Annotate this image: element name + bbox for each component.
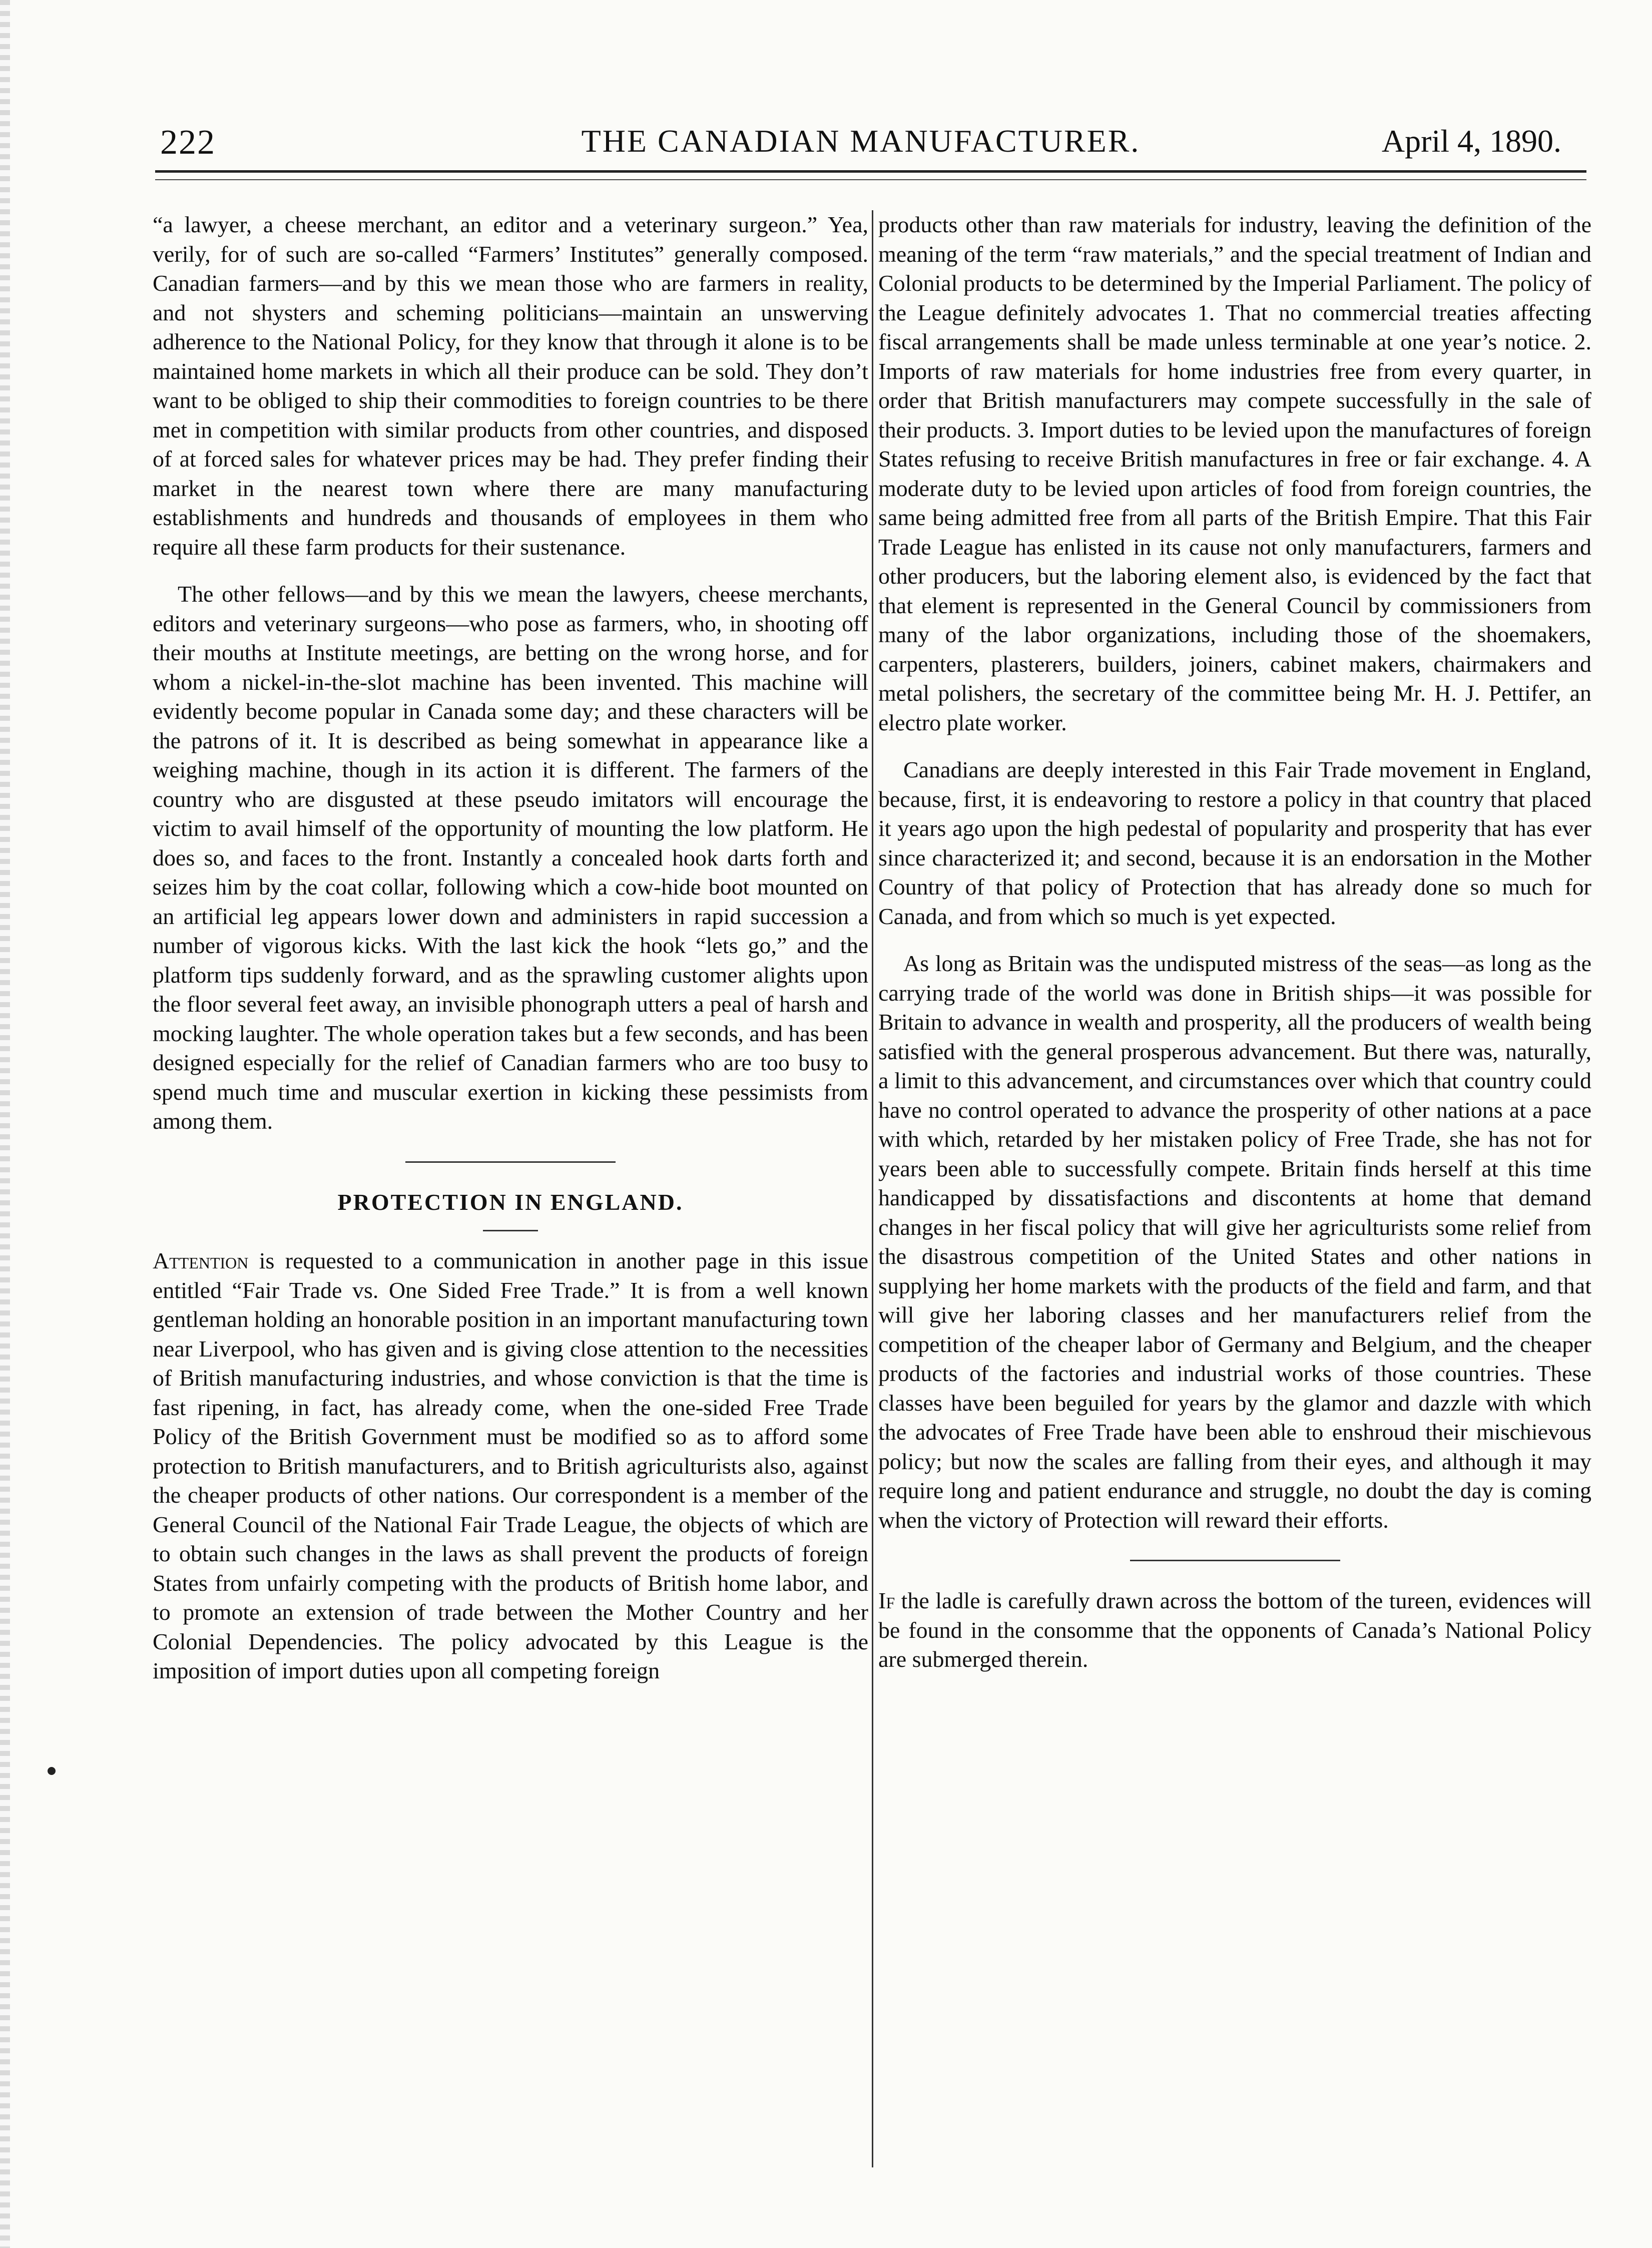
- paragraph-body: is requested to a communication in another page in this issue entitled “Fair Trade vs. One Sided Free Trade.” It is from a well known gentleman holding an honorable position in an important manufacturing town near Liverpool, who has given and is giving close attention to the necessities of British manufacturing industries, and whose conviction is that the time is fast ripening, in fact, has already come, when the one-sided Free Trade Policy of the British Government must be modified so as to afford some protection to British manufacturers, and to British agriculturists also, against the cheaper products of other nations. Our correspondent is a member of the General Council of the National Fair Trade League, the objects of which are to obtain such changes in the laws as shall prevent the products of foreign States from unfairly competing with the products of British home labor, and to promote an extension of trade between the Mother Country and her Colonial Dependencies. The policy advocated by this League is the imposition of import duties upon all competing foreign: [153, 1248, 868, 1683]
- page-binding-edge: [0, 0, 10, 2248]
- page-header: [160, 123, 1561, 178]
- left-paragraph-1: “a lawyer, a cheese merchant, an editor and a veterinary surgeon.” Yea, verily, for of such are so-called “Farmers’ Institutes” generally composed. Canadian farmers—and by this we mean those who are farmers in reality, and not shysters and scheming politicians—maintain an unswerving adherence to the National Policy, for they know that through it alone is to be maintained home markets in which all their produce can be sold. They don’t want to be obliged to ship their commodities to foreign countries to be there met in competition with similar products from other countries, and disposed of at forced sales for whatever prices may be had. They prefer finding their market in the nearest town where there are many manufacturing establishments and hundreds and thousands of employees in them who require all these farm products for their sustenance.: [153, 212, 868, 560]
- heading-underline: [483, 1230, 538, 1231]
- page-number: 222: [160, 123, 216, 162]
- header-rule-thin: [155, 179, 1586, 180]
- left-column: [153, 210, 868, 1686]
- left-paragraph-2: The other fellows—and by this we mean the lawyers, cheese merchants, editors and veterinary surgeons—who pose as farmers, who, in shooting off their mouths at Institute meetings, are betting on the wrong horse, and for whom a nickel-in-the-slot machine has been invented. This machine will evidently become popular in Canada some day; and these characters will be the patrons of it. It is described as being somewhat in appearance like a weighing machine, though in its action it is different. The farmers of the country who are disgusted at these pseudo imitators will encourage the victim to avail himself of the opportunity of mounting the low platform. He does so, and faces to the front. Instantly a concealed hook darts forth and seizes him by the coat collar, following which a cow-hide boot mounted on an artificial leg appears lower down and administers in rapid succession a number of vigorous kicks. With the last kick the hook “lets go,” and the platform tips suddenly forward, and as the sprawling customer alights upon the floor several feet away, an invisible phonograph utters a peal of harsh and mocking laughter. The whole operation takes but a few seconds, and has been designed especially for the relief of Canadian farmers who are too busy to spend much time and muscular exertion in kicking these pessimists from among them.: [153, 581, 868, 1134]
- right-column: [878, 210, 1591, 1674]
- paragraph-body: the ladle is carefully drawn across the bottom of the tureen, evidences will be found in the consomme that the opponents of Canada’s National Policy are submerged therein.: [878, 1588, 1591, 1672]
- left-paragraph-3: [153, 1246, 868, 1686]
- article-heading: PROTECTION IN ENGLAND.: [337, 1189, 684, 1215]
- section-divider: [1130, 1560, 1340, 1561]
- right-paragraph-3: As long as Britain was the undisputed mistress of the seas—as long as the carrying trade of the world was done in British ships—it was possible for Britain to advance in wealth and prosperity, all the producers of wealth being satisfied with the general prosperous advancement. But there was, naturally, a limit to this advancement, and circumstances over which that country could have no control operated to advance the prosperity of other nations at a pace with which, retarded by her mistaken policy of Free Trade, she has not for years been able to successfully compete. Britain finds herself at this time handicapped by dissatisfactions and discontents at home that demand changes in her fiscal policy that will give her agriculturists some relief from the disastrous competition of the United States and other nations in supplying her home markets with the products of the field and farm, and that will give her laboring classes and her manufacturers relief from the competition of the cheaper labor of Germany and Belgium, and the cheaper products of the factories and industrial works of those countries. These classes have been beguiled for years by the glamor and dazzle with which the advocates of Free Trade have been able to enshroud their mischievous policy; but now the scales are falling from their eyes, and although it may require long and patient endurance and struggle, no doubt the day is coming when the victory of Protection will reward their efforts.: [878, 951, 1591, 1533]
- margin-mark: [48, 1767, 56, 1775]
- issue-date: April 4, 1890.: [1381, 123, 1561, 159]
- section-divider: [405, 1161, 616, 1163]
- right-paragraph-2: Canadians are deeply interested in this Fair Trade movement in England, because, first, it is endeavoring to restore a policy in that country that placed it years ago upon the high pedestal of popularity and prosperity that has ever since characterized it; and second, because it is an endorsation in the Mother Country of that policy of Protection that has already done so much for Canada, and from which so much is yet expected.: [878, 757, 1591, 929]
- right-paragraph-1: products other than raw materials for industry, leaving the definition of the meaning of the term “raw materials,” and the special treatment of Indian and Colonial products to be determined by the Imperial Parliament. The policy of the League definitely advocates 1. That no commercial treaties affecting fiscal arrangements shall be made unless terminable at one year’s notice. 2. Imports of raw materials for home industries free from every quarter, in order that British manufacturers may compete successfully in the sale of their products. 3. Import duties to be levied upon the manufactures of foreign States refusing to receive British manufactures in free or fair exchange. 4. A moderate duty to be levied upon articles of food from foreign countries, the same being admitted free from all parts of the British Empire. That this Fair Trade League has enlisted in its cause not only manufacturers, farmers and other producers, but the laboring element also, is evidenced by the fact that that element is represented in the General Council by commissioners from many of the labor organizations, including those of the shoemakers, carpenters, plasterers, builders, joiners, cabinet makers, chairmakers and metal polishers, the secretary of the committee being Mr. H. J. Pettifer, an electro plate worker.: [878, 212, 1591, 735]
- paragraph-lead-word: If: [878, 1588, 895, 1613]
- paragraph-lead-word: Attention: [153, 1248, 249, 1273]
- right-paragraph-4: [878, 1586, 1591, 1674]
- column-divider: [872, 210, 873, 2167]
- header-rule: [155, 170, 1586, 173]
- journal-title: THE CANADIAN MANUFACTURER.: [581, 123, 1141, 159]
